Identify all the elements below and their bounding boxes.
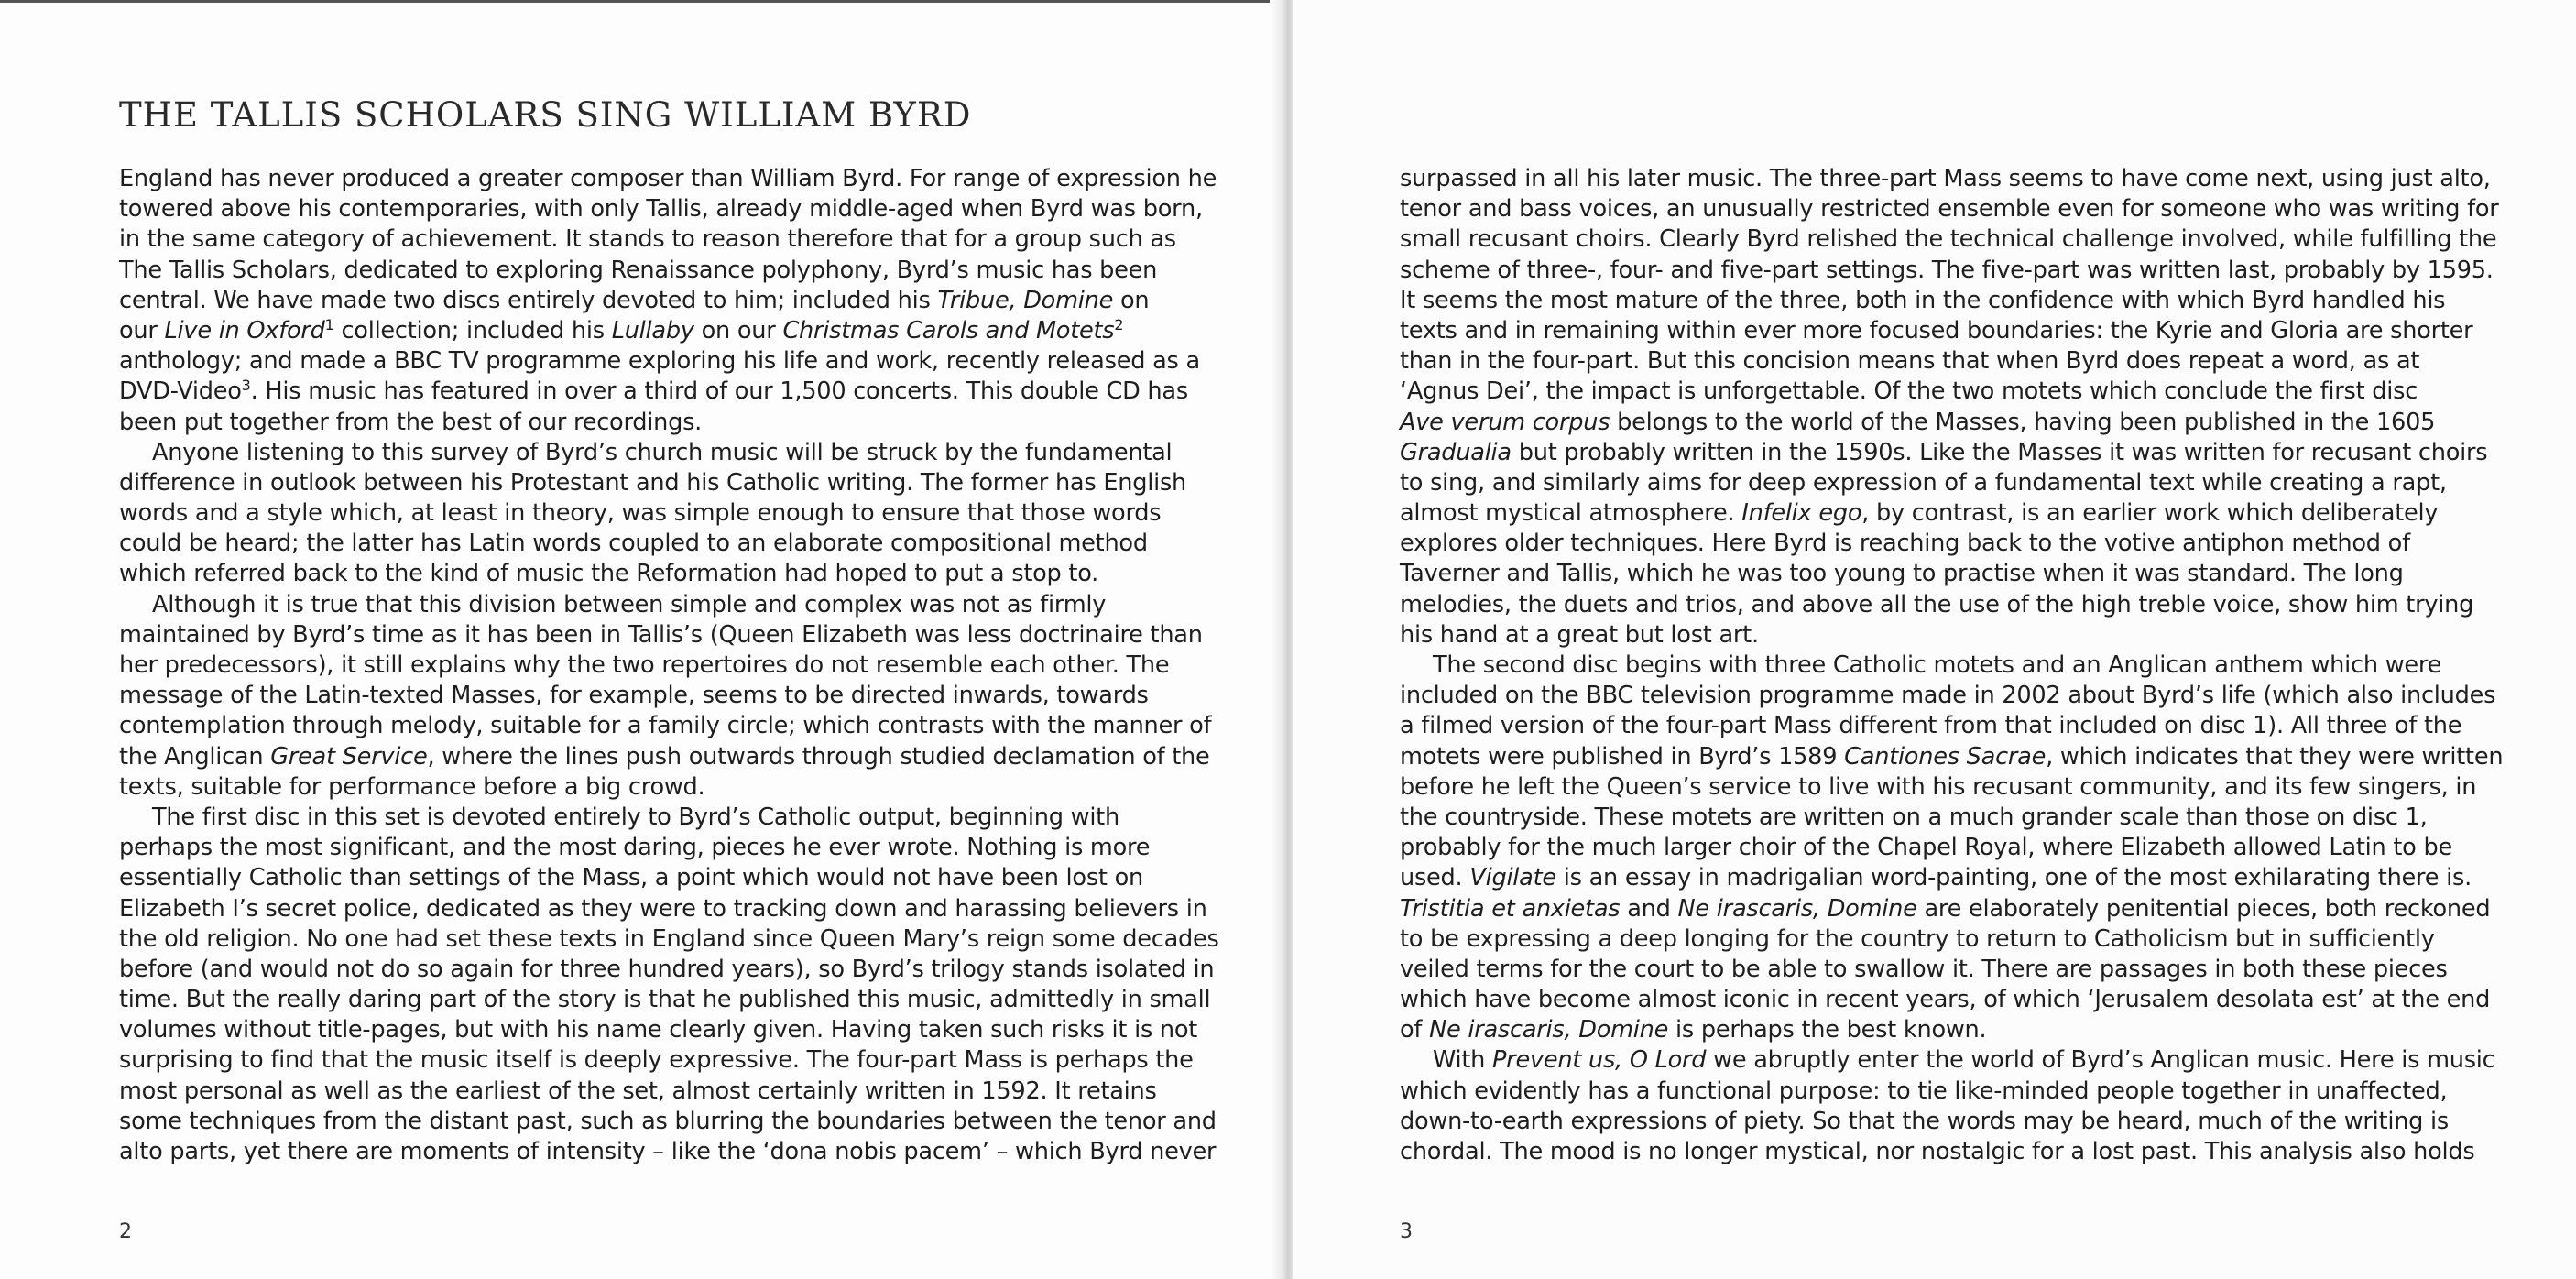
text-line: in the same category of achievement. It stands to reason therefore that for a group such as — [119, 225, 1176, 254]
text-line: The second disc begins with three Catholic motets and an Anglican anthem which were — [1433, 651, 2442, 679]
text-line: Ave verum corpus belongs to the world of the Masses, having been published in the 1605 — [1400, 408, 2436, 436]
text-line: central. We have made two discs entirely devoted to him; included his Tribue, Domine on — [119, 286, 1150, 314]
text-line: before he left the Queen’s service to live with his recusant community, and its few singers, in — [1400, 772, 2477, 801]
text-line: almost mystical atmosphere. Infelix ego, by contrast, is an earlier work which deliberately — [1400, 499, 2439, 528]
italic-title: Great Service — [270, 742, 428, 771]
text-line: small recusant choirs. Clearly Byrd relished the technical challenge involved, while fulfilling the — [1400, 225, 2497, 254]
page-number: 3 — [1400, 1220, 1413, 1243]
italic-title: Lullaby — [611, 316, 694, 344]
italic-title: Ave verum corpus — [1400, 408, 1610, 436]
italic-title: Tristitia et anxietas — [1400, 894, 1621, 923]
page-top-edge — [0, 0, 1283, 3]
text-line: which referred back to the kind of music the Reformation had hoped to put a stop to. — [119, 560, 1099, 588]
text-line: Although it is true that this division between simple and complex was not as firmly — [152, 590, 1107, 618]
text-line: most personal as well as the earliest of the set, almost certainly written in 1592. It retains — [119, 1077, 1157, 1105]
text-line: ‘Agnus Dei’, the impact is unforgettable. Of the two motets which conclude the first disc — [1400, 377, 2418, 406]
text-line: Tristitia et anxietas and Ne irascaris, Domine are elaborately penitential pieces, both reckoned — [1400, 894, 2491, 923]
footnote-marker: 2 — [1114, 315, 1124, 333]
text-line: veiled terms for the court to be able to swallow it. There are passages in both these pieces — [1400, 955, 2448, 983]
text-line: anthology; and made a BBC TV programme exploring his life and work, recently released as a — [119, 347, 1200, 376]
text-line: could be heard; the latter has Latin words coupled to an elaborate compositional method — [119, 530, 1148, 558]
text-line: the Anglican Great Service, where the lines push outwards through studied declamation of the — [119, 742, 1210, 771]
text-line: included on the BBC television programme made in 2002 about Byrd’s life (which also includes — [1400, 682, 2496, 710]
text-line: message of the Latin-texted Masses, for example, seems to be directed inwards, towards — [119, 682, 1149, 710]
text-line: Elizabeth I’s secret police, dedicated as they were to tracking down and harassing believers in — [119, 894, 1207, 923]
text-line: of Ne irascaris, Domine is perhaps the best known. — [1400, 1016, 1987, 1044]
text-line: which evidently has a functional purpose: to tie like-minded people together in unaffected, — [1400, 1077, 2448, 1105]
right-body-text — [1400, 164, 2504, 1167]
text-line: which have become almost iconic in recent years, of which ‘Jerusalem desolata est’ at the end — [1400, 986, 2491, 1014]
italic-title: Ne irascaris, Domine — [1429, 1016, 1669, 1044]
text-line: towered above his contemporaries, with only Tallis, already middle-aged when Byrd was born, — [119, 195, 1203, 224]
text-line: motets were published in Byrd’s 1589 Cantiones Sacrae, which indicates that they were written — [1400, 742, 2504, 771]
text-line: essentially Catholic than settings of the Mass, a point which would not have been lost on — [119, 864, 1143, 892]
text-line: than in the four-part. But this concision means that when Byrd does repeat a word, as at — [1400, 347, 2420, 376]
footnote-marker: 1 — [324, 315, 334, 333]
text-line: his hand at a great but lost art. — [1400, 620, 1759, 649]
footnote-marker: 3 — [241, 377, 251, 395]
text-line: difference in outlook between his Protestant and his Catholic writing. The former has English — [119, 468, 1186, 497]
text-line: With Prevent us, O Lord we abruptly enter the world of Byrd’s Anglican music. Here is music — [1433, 1046, 2495, 1075]
text-line: England has never produced a greater composer than William Byrd. For range of expression he — [119, 165, 1217, 192]
page-number: 2 — [119, 1220, 132, 1243]
text-line: The first disc in this set is devoted entirely to Byrd’s Catholic output, beginning with — [152, 803, 1119, 831]
text-line: to sing, and similarly aims for deep expression of a fundamental text while creating a rapt, — [1400, 468, 2447, 497]
text-line: DVD-Video$^3$. His music has featured in over a third of our 1,500 concerts. This double CD has — [119, 377, 1188, 406]
italic-title: Live in Oxford — [164, 316, 325, 344]
text-line: contemplation through melody, suitable for a family circle; which contrasts with the manner of — [119, 712, 1212, 740]
text-line: scheme of three-, four- and five-part settings. The five-part was written last, probably by 1595. — [1400, 256, 2494, 284]
text-line: the countryside. These motets are written on a much grander scale than those on disc 1, — [1400, 803, 2428, 831]
italic-title: Infelix ego — [1741, 499, 1862, 528]
text-line: It seems the most mature of the three, both in the confidence with which Byrd handled his — [1400, 286, 2446, 314]
text-line: surprising to find that the music itself is deeply expressive. The four-part Mass is perhaps the — [119, 1046, 1194, 1075]
text-line: some techniques from the distant past, such as blurring the boundaries between the tenor and — [119, 1107, 1217, 1135]
text-line: volumes without title-pages, but with his name clearly given. Having taken such risks it is not — [119, 1016, 1198, 1044]
text-line: our Live in Oxford$^1$ collection; included his Lullaby on our Christmas Carols and Motets$^2$ — [119, 315, 1124, 344]
text-line: the old religion. No one had set these texts in England since Queen Mary’s reign some decades — [119, 924, 1219, 953]
right-page — [1293, 0, 2576, 1279]
text-line: to be expressing a deep longing for the country to return to Catholicism but in sufficiently — [1400, 924, 2435, 953]
italic-title: Cantiones Sacrae — [1844, 742, 2047, 771]
text-line: melodies, the duets and trios, and above all the use of the high treble voice, show him trying — [1400, 590, 2474, 618]
text-line: before (and would not do so again for three hundred years), so Byrd’s trilogy stands isolated in — [119, 955, 1215, 983]
text-line: alto parts, yet there are moments of intensity – like the ‘dona nobis pacem’ – which Byrd never — [119, 1138, 1217, 1165]
italic-title: Prevent us, O Lord — [1492, 1046, 1707, 1075]
text-line: down-to-earth expressions of piety. So that the words may be heard, much of the writing is — [1400, 1107, 2449, 1135]
italic-title: Vigilate — [1469, 864, 1556, 892]
italic-title: Gradualia — [1400, 438, 1512, 466]
left-body-text — [119, 164, 1219, 1167]
text-line: Taverner and Tallis, which he was too young to practise when it was standard. The long — [1400, 560, 2404, 588]
text-line: her predecessors), it still explains why the two repertoires do not resemble each other. The — [119, 651, 1170, 679]
text-line: texts and in remaining within ever more focused boundaries: the Kyrie and Gloria are shorter — [1400, 316, 2473, 344]
text-line: The Tallis Scholars, dedicated to exploring Renaissance polyphony, Byrd’s music has been — [119, 256, 1158, 284]
italic-title: Tribue, Domine — [937, 286, 1114, 314]
text-line: a filmed version of the four-part Mass different from that included on disc 1). All three of the — [1400, 712, 2462, 740]
left-page — [0, 0, 1283, 1279]
text-line: Gradualia but probably written in the 1590s. Like the Masses it was written for recusant choirs — [1400, 438, 2488, 466]
text-line: used. Vigilate is an essay in madrigalian word-painting, one of the most exhilarating there is. — [1400, 864, 2472, 892]
text-line: probably for the much larger choir of the Chapel Royal, where Elizabeth allowed Latin to be — [1400, 834, 2452, 862]
italic-title: Christmas Carols and Motets — [782, 316, 1115, 344]
text-line: texts, suitable for performance before a big crowd. — [119, 772, 705, 801]
text-line: maintained by Byrd’s time as it has been in Tallis’s (Queen Elizabeth was less doctrinaire than — [119, 620, 1203, 649]
text-line: surpassed in all his later music. The three-part Mass seems to have come next, using just alto, — [1400, 165, 2491, 192]
page-title: THE TALLIS SCHOLARS SING WILLIAM BYRD — [119, 95, 972, 135]
text-line: time. But the really daring part of the story is that he published this music, admittedly in small — [119, 986, 1211, 1014]
text-line: explores older techniques. Here Byrd is reaching back to the votive antiphon method of — [1400, 530, 2410, 558]
text-line: chordal. The mood is no longer mystical, nor nostalgic for a lost past. This analysis also holds — [1400, 1138, 2475, 1165]
text-line: been put together from the best of our recordings. — [119, 408, 703, 436]
text-line: Anyone listening to this survey of Byrd’s church music will be struck by the fundamental — [152, 438, 1173, 466]
italic-title: Ne irascaris, Domine — [1677, 894, 1917, 923]
text-line: perhaps the most significant, and the most daring, pieces he ever wrote. Nothing is more — [119, 834, 1151, 862]
text-line: words and a style which, at least in theory, was simple enough to ensure that those words — [119, 499, 1162, 528]
text-line: tenor and bass voices, an unusually restricted ensemble even for someone who was writing for — [1400, 195, 2499, 224]
